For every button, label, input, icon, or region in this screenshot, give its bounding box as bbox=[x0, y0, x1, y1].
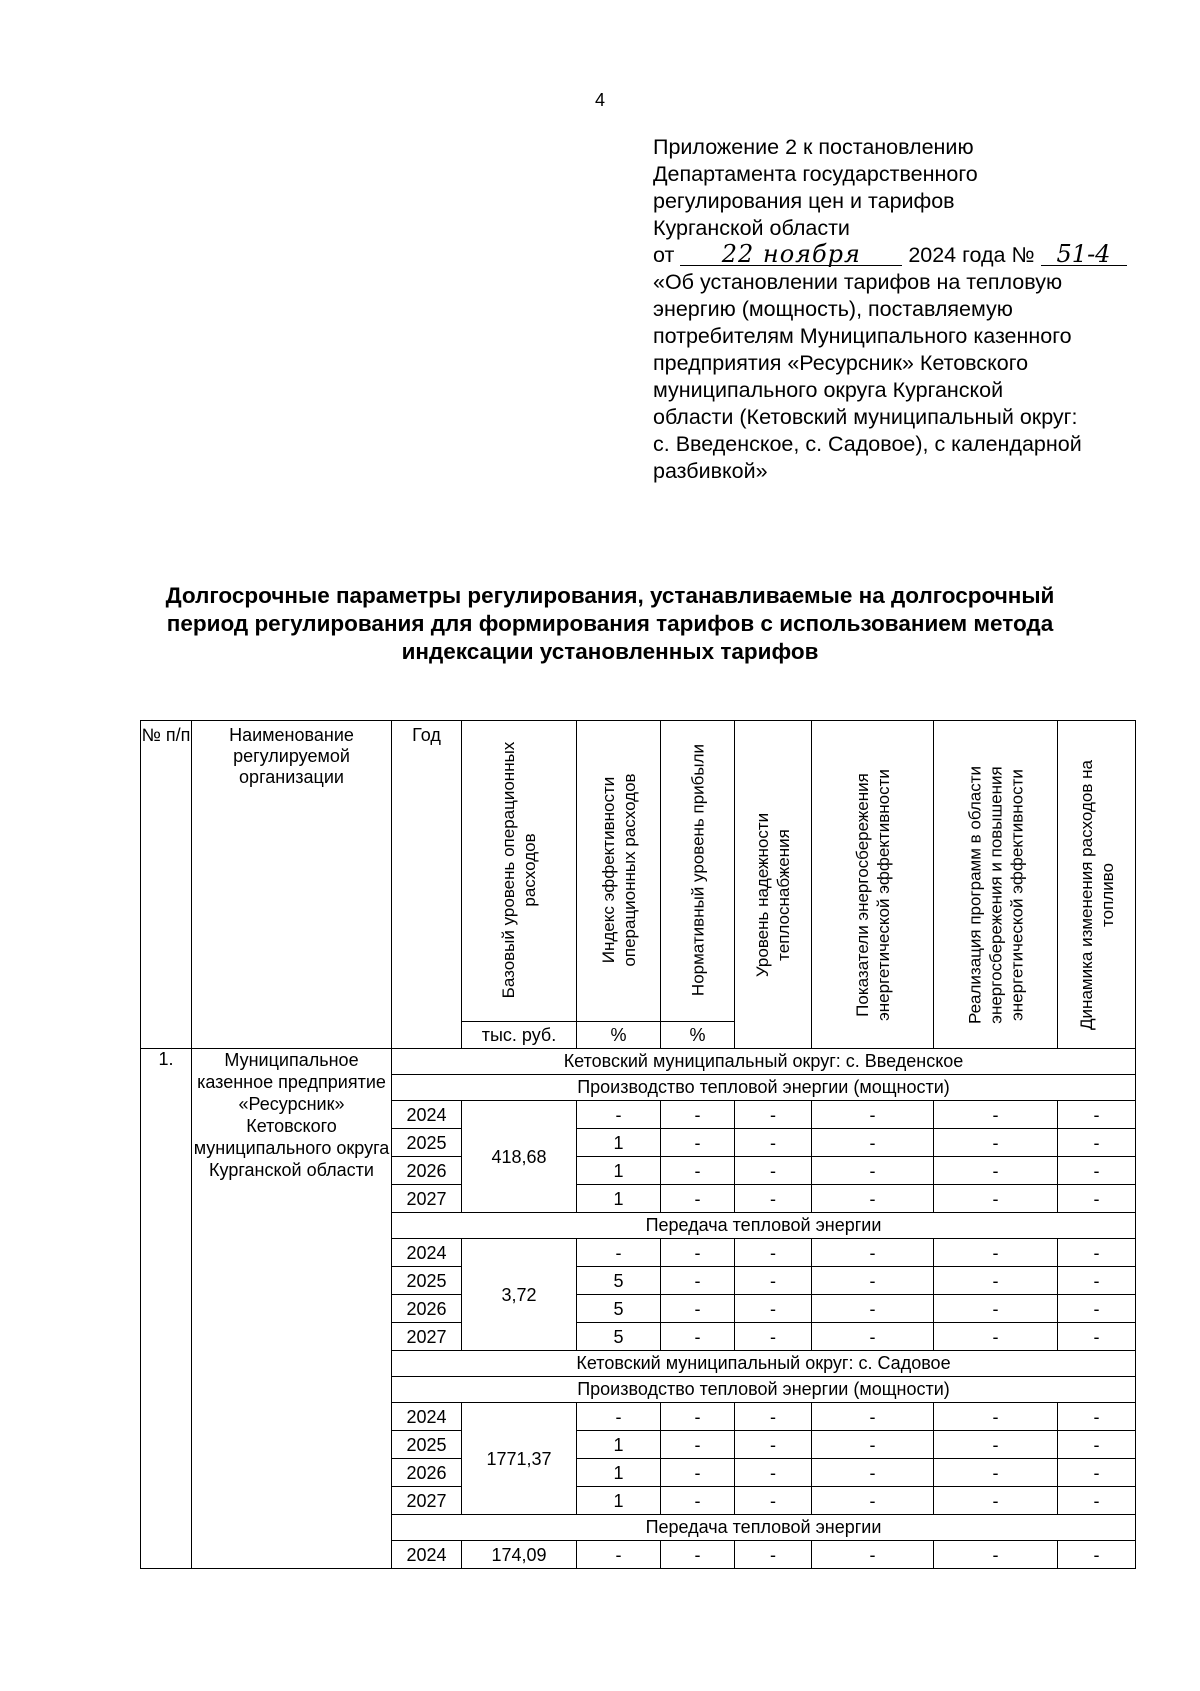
cell-reliability: - bbox=[735, 1403, 812, 1431]
district-name: Кетовский муниципальный округ: с. Введенское bbox=[392, 1049, 1136, 1075]
cell-index: - bbox=[577, 1403, 661, 1431]
unit-profit: % bbox=[661, 1022, 735, 1049]
date-prefix: от bbox=[653, 243, 675, 267]
header-year: Год bbox=[392, 721, 462, 1049]
cell-year: 2025 bbox=[392, 1431, 462, 1459]
cell-programs: - bbox=[934, 1487, 1058, 1515]
header-index-text: Индекс эффективности операционных расходов bbox=[598, 773, 639, 967]
header-reliability-text: Уровень надежности теплоснабжения bbox=[753, 812, 793, 978]
cell-fuel: - bbox=[1058, 1239, 1136, 1267]
cell-programs: - bbox=[934, 1185, 1058, 1213]
title-line: период регулирования для формирования тарифов с использованием метода bbox=[166, 611, 1054, 636]
date-year: 2024 года № bbox=[908, 243, 1035, 267]
header-index bbox=[577, 721, 661, 1022]
document-title bbox=[110, 582, 1110, 666]
header-line: муниципального округа Курганской bbox=[653, 378, 1004, 402]
cell-profit: - bbox=[661, 1431, 735, 1459]
header-profit bbox=[661, 721, 735, 1022]
cell-profit: - bbox=[661, 1267, 735, 1295]
activity-name: Производство тепловой энергии (мощности) bbox=[392, 1377, 1136, 1403]
cell-programs: - bbox=[934, 1157, 1058, 1185]
activity-name: Производство тепловой энергии (мощности) bbox=[392, 1075, 1136, 1101]
cell-energy: - bbox=[812, 1185, 934, 1213]
cell-fuel: - bbox=[1058, 1267, 1136, 1295]
cell-year: 2026 bbox=[392, 1157, 462, 1185]
cell-fuel: - bbox=[1058, 1459, 1136, 1487]
cell-index: 1 bbox=[577, 1129, 661, 1157]
header-line: предприятия «Ресурсник» Кетовского bbox=[653, 351, 1029, 375]
header-line: Департамента государственного bbox=[653, 162, 978, 186]
title-line: индексации установленных тарифов bbox=[401, 639, 819, 664]
cell-reliability: - bbox=[735, 1431, 812, 1459]
organization-name: Муниципальное казенное предприятие «Ресурсник» Кетовского муниципального округа Курганской области bbox=[192, 1049, 392, 1569]
cell-programs: - bbox=[934, 1295, 1058, 1323]
header-line: Приложение 2 к постановлению bbox=[653, 135, 974, 159]
unit-base: тыс. руб. bbox=[462, 1022, 577, 1049]
cell-profit: - bbox=[661, 1239, 735, 1267]
cell-programs: - bbox=[934, 1267, 1058, 1295]
cell-fuel: - bbox=[1058, 1403, 1136, 1431]
cell-base-level: 418,68 bbox=[462, 1101, 577, 1213]
handwritten-doc-number: 51-4 bbox=[1041, 243, 1127, 266]
cell-profit: - bbox=[661, 1403, 735, 1431]
cell-fuel: - bbox=[1058, 1431, 1136, 1459]
cell-index: - bbox=[577, 1541, 661, 1569]
cell-programs: - bbox=[934, 1403, 1058, 1431]
cell-reliability: - bbox=[735, 1459, 812, 1487]
cell-profit: - bbox=[661, 1157, 735, 1185]
cell-base-level: 3,72 bbox=[462, 1239, 577, 1351]
handwritten-date: 22 ноября bbox=[680, 243, 902, 266]
cell-programs: - bbox=[934, 1239, 1058, 1267]
cell-energy: - bbox=[812, 1295, 934, 1323]
cell-profit: - bbox=[661, 1459, 735, 1487]
header-line: с. Введенское, с. Садовое), с календарной bbox=[653, 432, 1082, 456]
cell-profit: - bbox=[661, 1487, 735, 1515]
cell-energy: - bbox=[812, 1267, 934, 1295]
header-line: «Об установлении тарифов на тепловую bbox=[653, 270, 1063, 294]
header-energy-saving-text: Показатели энергосбережения энергетической эффективности bbox=[852, 769, 893, 1021]
header-energy-saving bbox=[812, 721, 934, 1049]
district-row bbox=[141, 1049, 1136, 1075]
unit-index: % bbox=[577, 1022, 661, 1049]
cell-year: 2026 bbox=[392, 1459, 462, 1487]
cell-energy: - bbox=[812, 1459, 934, 1487]
cell-energy: - bbox=[812, 1323, 934, 1351]
header-org: Наименование регулируемой организации bbox=[192, 721, 392, 1049]
title-line: Долгосрочные параметры регулирования, устанавливаемые на долгосрочный bbox=[165, 583, 1055, 608]
cell-profit: - bbox=[661, 1101, 735, 1129]
header-row bbox=[141, 721, 1136, 1022]
cell-year: 2027 bbox=[392, 1185, 462, 1213]
parameters-table bbox=[140, 720, 1136, 1569]
activity-name: Передача тепловой энергии bbox=[392, 1515, 1136, 1541]
cell-year: 2027 bbox=[392, 1323, 462, 1351]
cell-index: 1 bbox=[577, 1185, 661, 1213]
cell-year: 2025 bbox=[392, 1129, 462, 1157]
cell-year: 2025 bbox=[392, 1267, 462, 1295]
header-no: № п/п bbox=[141, 721, 192, 1049]
appendix-header bbox=[653, 134, 1153, 485]
page-number: 4 bbox=[594, 90, 605, 110]
cell-reliability: - bbox=[735, 1157, 812, 1185]
cell-energy: - bbox=[812, 1157, 934, 1185]
header-reliability bbox=[735, 721, 812, 1049]
cell-base-level: 1771,37 bbox=[462, 1403, 577, 1515]
header-programs bbox=[934, 721, 1058, 1049]
cell-programs: - bbox=[934, 1459, 1058, 1487]
header-base-text: Базовый уровень операционных расходов bbox=[499, 741, 539, 999]
cell-programs: - bbox=[934, 1541, 1058, 1569]
cell-energy: - bbox=[812, 1239, 934, 1267]
header-fuel-text: Динамика изменения расходов на топливо bbox=[1076, 760, 1117, 1030]
cell-fuel: - bbox=[1058, 1129, 1136, 1157]
cell-profit: - bbox=[661, 1323, 735, 1351]
cell-energy: - bbox=[812, 1487, 934, 1515]
header-line: разбивкой» bbox=[653, 459, 768, 483]
cell-profit: - bbox=[661, 1295, 735, 1323]
header-line: Курганской области bbox=[653, 216, 850, 240]
cell-fuel: - bbox=[1058, 1157, 1136, 1185]
cell-energy: - bbox=[812, 1403, 934, 1431]
header-base bbox=[462, 721, 577, 1022]
cell-year: 2024 bbox=[392, 1541, 462, 1569]
cell-base-level: 174,09 bbox=[462, 1541, 577, 1569]
cell-fuel: - bbox=[1058, 1541, 1136, 1569]
row-number: 1. bbox=[141, 1049, 192, 1569]
cell-reliability: - bbox=[735, 1541, 812, 1569]
cell-reliability: - bbox=[735, 1239, 812, 1267]
cell-energy: - bbox=[812, 1129, 934, 1157]
cell-fuel: - bbox=[1058, 1487, 1136, 1515]
cell-index: 1 bbox=[577, 1487, 661, 1515]
cell-year: 2024 bbox=[392, 1101, 462, 1129]
cell-programs: - bbox=[934, 1323, 1058, 1351]
cell-energy: - bbox=[812, 1431, 934, 1459]
cell-year: 2024 bbox=[392, 1403, 462, 1431]
cell-year: 2026 bbox=[392, 1295, 462, 1323]
header-date-line bbox=[653, 242, 1153, 269]
cell-programs: - bbox=[934, 1431, 1058, 1459]
cell-profit: - bbox=[661, 1541, 735, 1569]
header-line: области (Кетовский муниципальный округ: bbox=[653, 405, 1078, 429]
cell-reliability: - bbox=[735, 1295, 812, 1323]
header-profit-text: Нормативный уровень прибыли bbox=[688, 743, 707, 997]
cell-energy: - bbox=[812, 1101, 934, 1129]
cell-index: 1 bbox=[577, 1431, 661, 1459]
cell-profit: - bbox=[661, 1185, 735, 1213]
cell-fuel: - bbox=[1058, 1101, 1136, 1129]
cell-index: 1 bbox=[577, 1157, 661, 1185]
header-line: потребителям Муниципального казенного bbox=[653, 324, 1072, 348]
header-line: энергию (мощность), поставляемую bbox=[653, 297, 1013, 321]
cell-fuel: - bbox=[1058, 1323, 1136, 1351]
cell-index: 5 bbox=[577, 1267, 661, 1295]
cell-energy: - bbox=[812, 1541, 934, 1569]
cell-index: 5 bbox=[577, 1323, 661, 1351]
header-line: регулирования цен и тарифов bbox=[653, 189, 955, 213]
header-fuel bbox=[1058, 721, 1136, 1049]
cell-reliability: - bbox=[735, 1129, 812, 1157]
cell-index: - bbox=[577, 1239, 661, 1267]
cell-reliability: - bbox=[735, 1185, 812, 1213]
cell-profit: - bbox=[661, 1129, 735, 1157]
cell-index: 5 bbox=[577, 1295, 661, 1323]
cell-fuel: - bbox=[1058, 1185, 1136, 1213]
cell-reliability: - bbox=[735, 1101, 812, 1129]
cell-reliability: - bbox=[735, 1487, 812, 1515]
activity-name: Передача тепловой энергии bbox=[392, 1213, 1136, 1239]
district-name: Кетовский муниципальный округ: с. Садовое bbox=[392, 1351, 1136, 1377]
header-programs-text: Реализация программ в области энергосбережения и повышения энергетической эффективности bbox=[965, 766, 1026, 1024]
cell-year: 2024 bbox=[392, 1239, 462, 1267]
cell-index: - bbox=[577, 1101, 661, 1129]
cell-fuel: - bbox=[1058, 1295, 1136, 1323]
cell-reliability: - bbox=[735, 1267, 812, 1295]
cell-programs: - bbox=[934, 1101, 1058, 1129]
cell-programs: - bbox=[934, 1129, 1058, 1157]
cell-reliability: - bbox=[735, 1323, 812, 1351]
cell-index: 1 bbox=[577, 1459, 661, 1487]
cell-year: 2027 bbox=[392, 1487, 462, 1515]
